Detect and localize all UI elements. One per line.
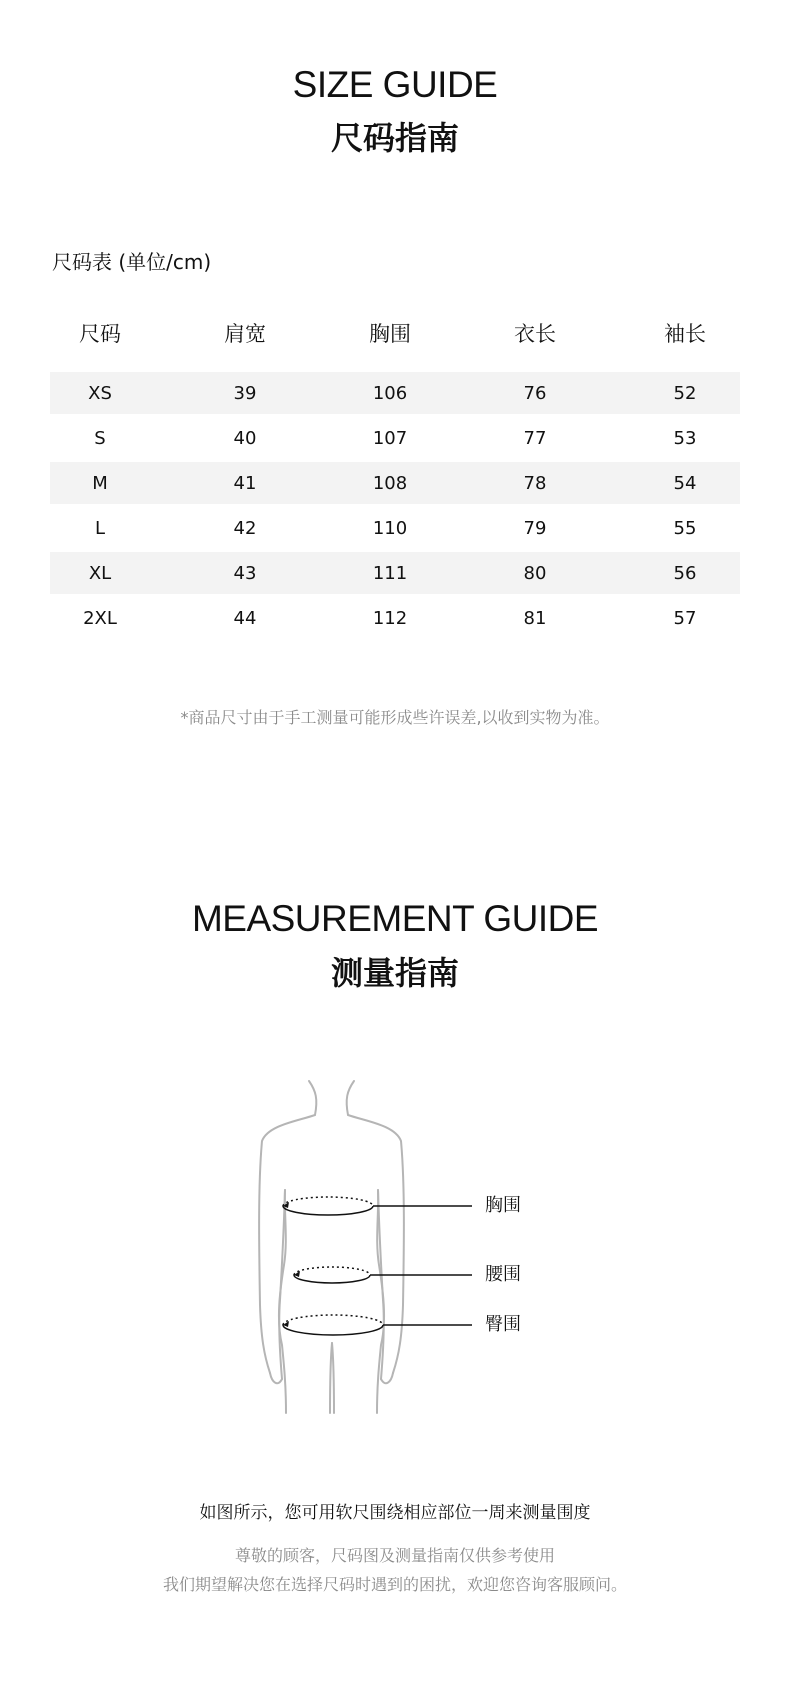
table-row <box>50 462 740 504</box>
table-cell: 2XL <box>83 607 117 629</box>
column-header: 肩宽 <box>224 322 266 346</box>
table-cell: L <box>94 517 106 539</box>
column-header: 尺码 <box>79 322 121 346</box>
measurement-instruction: 如图所示，您可用软尺围绕相应部位一周来测量围度 <box>199 1503 591 1523</box>
table-cell: 79 <box>523 517 547 539</box>
table-cell: 53 <box>673 427 697 449</box>
table-cell: 42 <box>233 517 257 539</box>
table-row <box>50 372 740 414</box>
table-row <box>50 504 740 552</box>
body-measurement-figure <box>240 1075 560 1415</box>
size-guide-title-cn: 尺码指南 <box>330 119 459 157</box>
chest-label: 胸围 <box>485 1195 521 1216</box>
table-cell: 57 <box>673 607 697 629</box>
column-header: 袖长 <box>664 322 706 346</box>
table-caption: 尺码表 (单位/cm) <box>52 250 212 274</box>
body-silhouette-icon <box>240 1075 560 1415</box>
table-cell: 39 <box>233 382 257 404</box>
table-cell: 111 <box>372 562 408 584</box>
note-line-1: 尊敬的顾客，尺码图及测量指南仅供参考使用 <box>234 1546 555 1565</box>
table-cell: 80 <box>523 562 547 584</box>
table-cell: 56 <box>673 562 697 584</box>
table-cell: 55 <box>673 517 697 539</box>
table-cell: 76 <box>523 382 547 404</box>
table-cell: 77 <box>523 427 547 449</box>
size-footnote: *商品尺寸由于手工测量可能形成些许误差,以收到实物为准。 <box>180 708 610 727</box>
column-header: 衣长 <box>514 322 556 346</box>
table-cell: 110 <box>372 517 408 539</box>
column-header: 胸围 <box>369 322 411 346</box>
table-cell: M <box>92 472 108 494</box>
table-cell: 81 <box>523 607 547 629</box>
table-cell: 54 <box>673 472 697 494</box>
table-cell: 40 <box>233 427 257 449</box>
table-row <box>50 552 740 594</box>
table-cell: XL <box>88 562 112 584</box>
table-row <box>50 414 740 462</box>
table-cell: XS <box>88 382 112 404</box>
table-cell: 112 <box>372 607 408 629</box>
size-table <box>50 310 740 642</box>
table-cell: 43 <box>233 562 257 584</box>
table-cell: 107 <box>372 427 408 449</box>
table-cell: 108 <box>372 472 408 494</box>
table-cell: 41 <box>233 472 257 494</box>
table-row <box>50 594 740 642</box>
size-guide-title-en: SIZE GUIDE <box>292 64 498 105</box>
table-cell: 106 <box>372 382 408 404</box>
table-cell: S <box>94 427 106 449</box>
waist-label: 腰围 <box>485 1264 521 1285</box>
measurement-guide-title-cn: 测量指南 <box>330 954 459 992</box>
measurement-guide-title-en: MEASUREMENT GUIDE <box>191 898 599 939</box>
table-header-row <box>50 310 740 372</box>
note-line-2: 我们期望解决您在选择尺码时遇到的困扰，欢迎您咨询客服顾问。 <box>162 1575 627 1594</box>
hip-label: 臀围 <box>485 1314 521 1335</box>
table-cell: 52 <box>673 382 697 404</box>
table-cell: 78 <box>523 472 547 494</box>
table-cell: 44 <box>233 607 257 629</box>
